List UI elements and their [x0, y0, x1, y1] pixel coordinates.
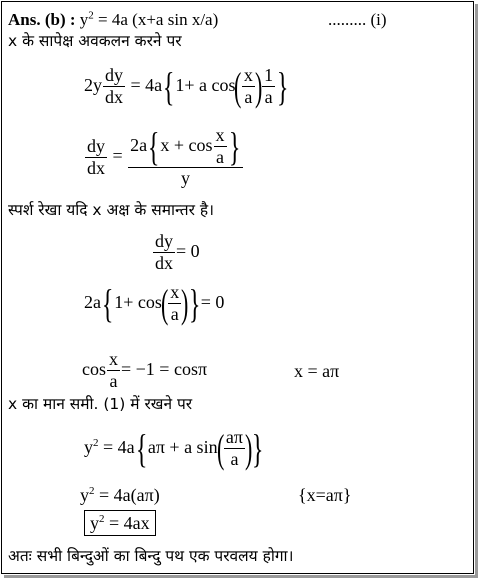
- eq1-den: dx: [105, 86, 123, 107]
- answer-eq-sup: 2: [88, 9, 94, 22]
- eq4-lbrace: {: [101, 280, 114, 326]
- tangent-parallel-text: स्पर्श रेखा यदि x अक्ष के समान्तर है।: [8, 201, 214, 219]
- eq6-rbrace: }: [252, 425, 264, 471]
- eq7-pre: y: [80, 485, 89, 505]
- eq2-in-den: a: [214, 146, 227, 168]
- eq3-den: dx: [155, 252, 173, 273]
- eq1-num: dy: [105, 65, 123, 85]
- eq6-mid: = 4a: [98, 436, 135, 457]
- eq1-x-over-a: [242, 66, 255, 107]
- equation-final-boxed: [84, 514, 156, 532]
- eq2-denominator: y: [128, 167, 243, 189]
- eq8-post: = 4ax: [104, 513, 150, 533]
- eq1-f2-den: a: [262, 86, 275, 108]
- eq1-f1-den: a: [242, 86, 255, 108]
- equation-substitution: [84, 425, 265, 471]
- eq1-rhs: = 4a: [130, 74, 163, 95]
- frame-shadow-right: [475, 4, 478, 577]
- eq2-lbrace: {: [147, 123, 160, 169]
- differentiate-text: x के सापेक्ष अवकलन करने पर: [8, 32, 182, 50]
- eq4-rbrace: }: [188, 280, 200, 326]
- equation-cos-zero: [84, 280, 225, 326]
- eq5-den: a: [107, 370, 120, 392]
- eq2-dy-dx-fraction: [85, 137, 107, 178]
- eq1-one-over-a: [262, 66, 275, 107]
- eq7-right: {x=aπ}: [298, 485, 352, 505]
- eq1-dy-dx-fraction: [103, 66, 125, 107]
- eq1-rbrace: }: [276, 63, 289, 109]
- eq6-inner: aπ + a sin: [147, 436, 218, 457]
- eq6-pre: y: [84, 436, 93, 457]
- eq2-lhs-num: dy: [87, 135, 105, 156]
- eq7-sup: 2: [89, 485, 95, 497]
- eq5-rhs: = −1 = cosπ: [121, 358, 208, 379]
- eq3-rhs: = 0: [176, 240, 200, 261]
- eq6-sup: 2: [93, 436, 99, 449]
- eq4-rparen: ): [181, 280, 189, 326]
- eq5-x-over-a: [107, 350, 120, 391]
- eq8-pre: y: [90, 513, 99, 533]
- eq1-lbrace: {: [162, 63, 175, 109]
- eq7-post: = 4a(aπ): [94, 485, 160, 505]
- eq6-num: aπ: [225, 427, 243, 447]
- eq2-x-over-a: [214, 126, 227, 167]
- eq2-rbrace: }: [228, 123, 240, 169]
- eq2-main-fraction: [128, 123, 243, 189]
- answer-label: Ans. (b) :: [8, 10, 76, 29]
- answer-heading: [8, 9, 387, 29]
- eq4-num: x: [170, 282, 180, 302]
- eq6-lbrace: {: [135, 425, 148, 471]
- eq2-in-num: x: [215, 125, 225, 145]
- eq5-right: x = aπ: [294, 361, 340, 381]
- equation-cos-minus-one: [82, 349, 340, 391]
- substitute-text: x का मान समी. (1) में रखने पर: [8, 395, 193, 413]
- eq2-num-pre: 2a: [130, 134, 148, 155]
- eq2-num-inner: x + cos: [160, 134, 213, 155]
- eq4-inner: 1+ cos: [114, 291, 162, 312]
- eq1-rparen: ): [254, 63, 263, 109]
- eq8-sup: 2: [99, 513, 105, 525]
- final-answer-box: [84, 510, 156, 536]
- equation-dy-dx: [84, 123, 244, 189]
- eq1-f2-num: 1: [264, 65, 274, 85]
- eq1-f1-num: x: [243, 65, 253, 85]
- frame-shadow-bottom: [4, 575, 478, 578]
- conclusion-text: अतः सभी बिन्दुओं का बिन्दु पथ एक परवलय होगा।: [8, 547, 294, 565]
- eq3-fraction: [153, 232, 175, 273]
- eq4-x-over-a: [168, 283, 181, 324]
- eq6-den: a: [224, 448, 245, 470]
- eq4-den: a: [168, 303, 181, 325]
- eq6-rparen: ): [244, 425, 253, 471]
- eq4-lparen: (: [160, 280, 169, 326]
- eq1-lparen: (: [234, 63, 242, 109]
- eq2-numerator: [128, 123, 243, 169]
- eq1-inner: 1+ a cos: [175, 74, 236, 95]
- eq2-lhs-den: dx: [87, 157, 105, 178]
- eq3-num: dy: [155, 231, 173, 251]
- answer-eq-pre: y: [75, 10, 89, 29]
- eq6-lparen: (: [216, 425, 224, 471]
- answer-eq-ref: ......... (i): [328, 10, 387, 29]
- equation-dy-dx-zero: [152, 232, 200, 273]
- equation-y-squared-api: [80, 485, 352, 505]
- answer-eq-post: = 4a (x+a sin x/a): [93, 10, 219, 29]
- eq6-api-over-a: [224, 428, 245, 469]
- equation-derivative: [84, 63, 289, 109]
- eq2-equals: =: [112, 145, 123, 166]
- eq1-lhs-pre: 2y: [84, 74, 102, 95]
- eq5-pre: cos: [82, 358, 106, 379]
- eq5-num: x: [109, 349, 118, 369]
- eq4-rhs: = 0: [200, 291, 225, 312]
- eq4-pre: 2a: [84, 291, 101, 312]
